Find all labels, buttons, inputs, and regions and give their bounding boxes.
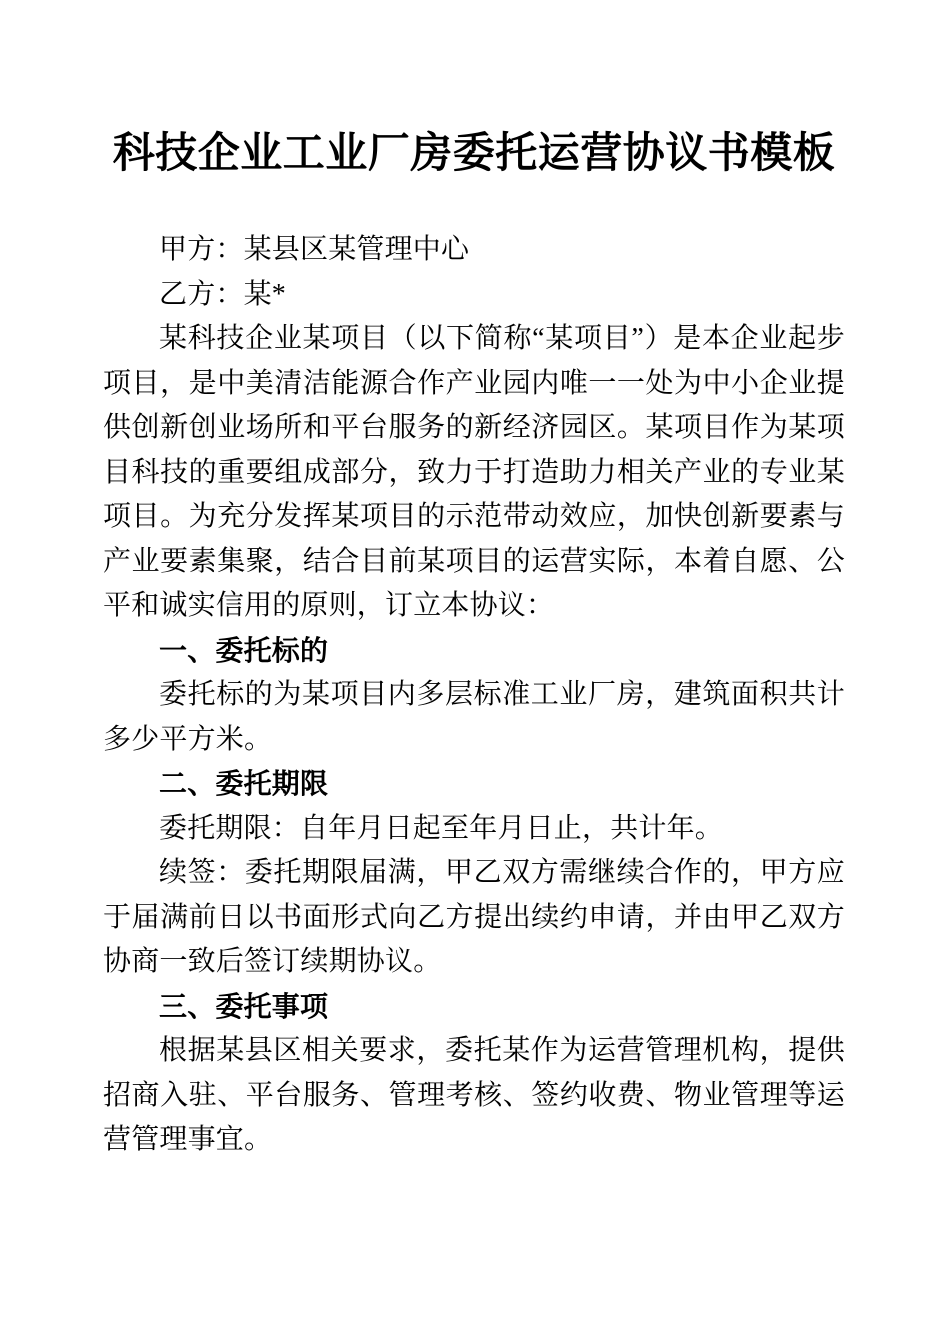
section-2 [103,762,845,985]
preamble-paragraph: 某科技企业某项目（以下简称“某项目”）是本企业起步项目，是中美清洁能源合作产业园内唯一一处为中小企业提供创新创业场所和平台服务的新经济园区。某项目作为某项目科技的重要组成部分，致力于打造助力相关产业的专业某项目。为充分发挥某项目的示范带动效应，加快创新要素与产业要素集聚，结合目前某项目的运营实际，本着自愿、公平和诚实信用的原则，订立本协议： [103,323,845,621]
page-title: 科技企业工业厂房委托运营协议书模板 [112,131,836,177]
section-3 [103,985,845,1163]
section-1-paragraph-1: 委托标的为某项目内多层标准工业厂房，建筑面积共计多少平方米。 [103,679,845,755]
document-body [103,0,845,1163]
section-2-paragraph-1: 委托期限：自年月日起至年月日止，共计年。 [159,812,724,844]
party-a-line: 甲方：某县区某管理中心 [159,234,470,265]
section-2-paragraph-2: 续签：委托期限届满，甲乙双方需继续合作的，甲方应于届满前日以书面形式向乙方提出续约申请，并由甲乙双方协商一致后签订续期协议。 [103,857,845,977]
party-b-line: 乙方：某* [159,278,287,310]
section-1-heading: 一、委托标的 [159,634,329,666]
section-3-heading: 三、委托事项 [159,990,329,1022]
section-1 [103,629,845,763]
section-2-heading: 二、委托期限 [159,768,329,799]
section-3-paragraph-1: 根据某县区相关要求，委托某作为运营管理机构，提供招商入驻、平台服务、管理考核、签约收费、物业管理等运营管理事宜。 [103,1035,845,1155]
title-spacer [103,180,845,228]
